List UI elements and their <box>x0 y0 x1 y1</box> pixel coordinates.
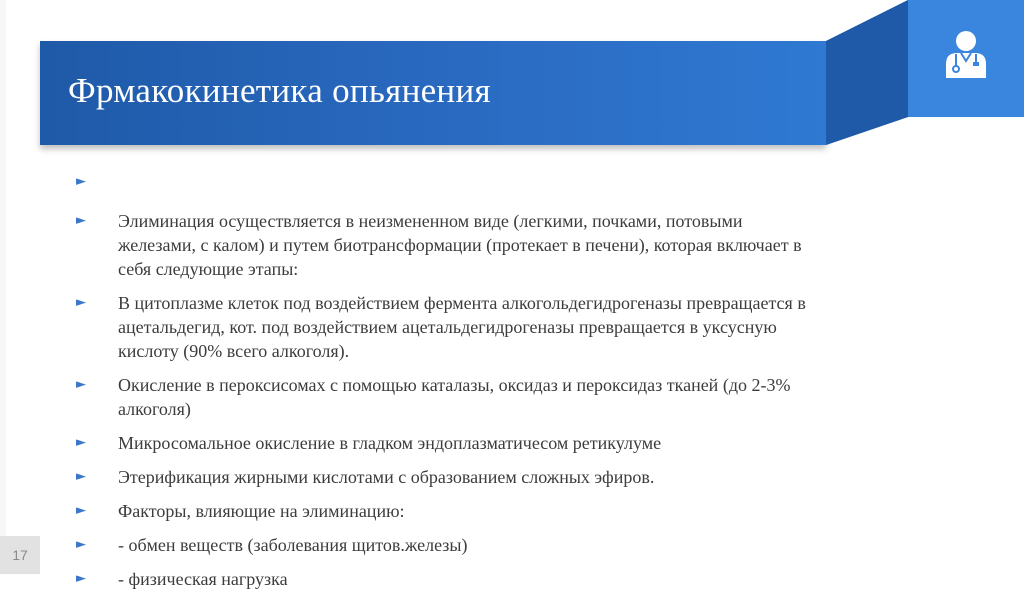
list-item: ► Элиминация осуществляется в неизмененном виде (легкими, почками, потовыми железами, с калом) и путем биотрансформации (протекает в печени), которая включает в себя следующие этапы: <box>76 211 802 279</box>
title-band <box>40 41 826 145</box>
left-rule <box>0 0 6 574</box>
bullet-marker: ► <box>76 295 86 310</box>
list-item: ► - обмен веществ (заболевания щитов.железы) <box>76 535 468 555</box>
bullet-marker: ► <box>76 469 86 484</box>
list-item: ► - физическая нагрузка <box>76 569 288 589</box>
list-item: ► В цитоплазме клеток под воздействием фермента алкогольдегидрогеназы превращается в ацетальдегид, кот. под воздействием ацетальдегидрогеназы превращается в уксусную кислоту (90% всего алкоголя). <box>76 293 806 361</box>
list-item: ► Этерификация жирными кислотами с образованием сложных эфиров. <box>76 467 655 487</box>
page-number: 17 <box>0 536 40 574</box>
bullet-list <box>76 170 816 601</box>
bullet-marker: ► <box>76 377 86 392</box>
bullet-marker: ► <box>76 174 86 189</box>
bullet-marker: ► <box>76 435 86 450</box>
list-item <box>76 170 816 199</box>
bullet-marker: ► <box>76 537 86 552</box>
corner-decoration <box>826 0 1024 145</box>
bullet-marker: ► <box>76 213 86 228</box>
list-item: ► Окисление в пероксисомах с помощью каталазы, оксидаз и пероксидаз тканей (до 2-3% алкоголя) <box>76 375 791 419</box>
list-item: ► Микросомальное окисление в гладком эндоплазматичесом ретикулуме <box>76 433 662 453</box>
bullet-marker: ► <box>76 503 86 518</box>
list-item: ► Факторы, влияющие на элиминацию: <box>76 501 405 521</box>
slide-title: Фрмакокинетика опьянения <box>68 71 491 110</box>
bullet-marker: ► <box>76 571 86 586</box>
